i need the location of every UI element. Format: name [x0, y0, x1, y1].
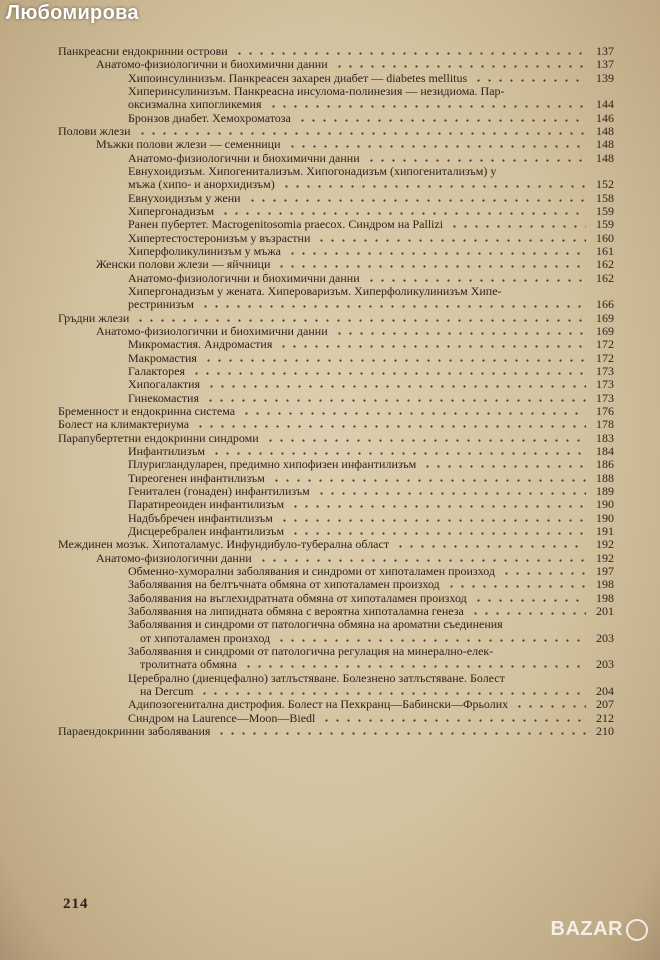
toc-entry-title: Анатомо-физиологични данни	[96, 550, 252, 565]
toc-entry	[58, 538, 614, 551]
toc-entry-title: Хипогалактия	[128, 377, 201, 392]
toc-entry-page: 169	[596, 323, 614, 338]
dot-leader	[334, 65, 586, 68]
toc-entry-title: Заболявания и синдроми от патологична регулация на минерално-елек-	[128, 643, 494, 658]
toc-entry	[128, 498, 614, 511]
dot-leader	[449, 225, 586, 228]
dot-leader	[278, 345, 586, 348]
toc-entry-title: Гръдни жлези	[58, 310, 130, 325]
toc-entry-page: 173	[596, 390, 614, 405]
toc-entry-page: 172	[596, 337, 614, 352]
toc-entry-title: Ранен пубертет. Macrogenitosomia praecox. Синдром на Pallizi	[128, 217, 444, 232]
toc-entry-title: Болест на климактериума	[58, 417, 190, 432]
toc-entry	[128, 272, 614, 285]
toc-entry-page: 144	[596, 97, 614, 112]
toc-entry-title: Хипергонадизъм	[128, 203, 215, 218]
toc-entry	[128, 512, 614, 525]
dot-leader	[271, 479, 586, 482]
toc-entry	[58, 405, 614, 418]
toc-entry	[128, 232, 614, 245]
toc-entry	[128, 245, 614, 258]
toc-entry-title: Женски полови жлези — яйчници	[96, 257, 271, 272]
toc-entry-page: 210	[596, 723, 614, 738]
dot-leader	[206, 385, 586, 388]
toc-entry-page: 159	[596, 203, 614, 218]
dot-leader	[316, 239, 586, 242]
dot-leader	[287, 145, 587, 148]
dot-leader	[265, 439, 586, 442]
toc-entry	[128, 378, 614, 391]
toc-entry	[96, 325, 614, 338]
toc-entry-page: 178	[596, 417, 614, 432]
dot-leader	[199, 692, 586, 695]
toc-entry	[58, 725, 614, 738]
dot-leader	[290, 505, 586, 508]
toc-entry-page: 198	[596, 590, 614, 605]
toc-entry-page: 184	[596, 443, 614, 458]
toc-entry-title: Междинен мозък. Хипоталамус. Инфундибуло-туберална област	[58, 537, 390, 552]
dot-leader	[473, 79, 586, 82]
dot-leader	[395, 545, 586, 548]
dot-leader	[220, 212, 586, 215]
toc-entry-title: Церебрално (диенцефално) затлъстяване. Болезнено затлъстяване. Болест	[128, 670, 505, 685]
toc-entry	[128, 458, 614, 471]
dot-leader	[195, 425, 586, 428]
toc-entry-page: 137	[596, 57, 614, 72]
toc-entry-title: Заболявания на въглехидратната обмяна от хипоталамен произход	[128, 590, 467, 605]
toc-entry	[128, 72, 614, 85]
toc-entry	[128, 672, 614, 685]
toc-entry-title: Анатомо-физиологични и биохимични данни	[96, 57, 328, 72]
toc-entry-page: 191	[596, 523, 614, 538]
toc-entry	[128, 578, 614, 591]
dot-leader	[216, 732, 586, 735]
toc-entry	[128, 85, 614, 98]
toc-entry	[128, 192, 614, 205]
toc-entry-title: Тиреогенен инфантилизъм	[128, 470, 265, 485]
toc-entry-title: Евнухоидизъм у жени	[128, 190, 241, 205]
toc-entry-title: Парапубертетни ендокринни синдроми	[58, 430, 259, 445]
dot-leader	[321, 719, 586, 722]
toc-entry-title: Надбъбречен инфантилизъм	[128, 510, 273, 525]
toc-entry	[128, 338, 614, 351]
dot-leader	[205, 399, 586, 402]
toc-entry-title: Бронзов диабет. Хемохроматоза	[128, 110, 291, 125]
toc-entry-title: Анатомо-физиологични и биохимични данни	[128, 150, 360, 165]
toc-entry-title: мъжа (хипо- и анорхидизъм)	[128, 177, 275, 192]
dot-leader	[334, 332, 586, 335]
toc-entry-page: 159	[596, 217, 614, 232]
dot-leader	[366, 279, 586, 282]
dot-leader	[247, 199, 586, 202]
toc-entry-page: 152	[596, 177, 614, 192]
toc-entry	[96, 138, 614, 151]
toc-entry	[96, 258, 614, 271]
dot-leader	[279, 519, 586, 522]
toc-entry-title: Анатомо-физиологични и биохимични данни	[128, 270, 360, 285]
toc-entry-page: 192	[596, 550, 614, 565]
dot-leader	[276, 639, 586, 642]
toc-entry-page: 183	[596, 430, 614, 445]
toc-entry-title: на Dercum	[140, 683, 194, 698]
dot-leader	[297, 119, 586, 122]
dot-leader	[234, 52, 586, 55]
toc-entry-title: оксизмална хипогликемия	[128, 97, 262, 112]
dot-leader	[470, 612, 586, 615]
toc-entry	[128, 98, 614, 111]
logo-mark-icon	[626, 919, 648, 941]
dot-leader	[241, 412, 586, 415]
toc-entry	[128, 352, 614, 365]
toc-entry	[58, 418, 614, 431]
toc-entry-title: Микромастия. Андромастия	[128, 337, 273, 352]
toc-entry-page: 172	[596, 350, 614, 365]
toc-entry-page: 160	[596, 230, 614, 245]
dot-leader	[137, 132, 587, 135]
toc-entry-title: Хипергонадизъм у жената. Хипероваризъм. Хиперфоликулинизъм Хипе-	[128, 283, 502, 298]
dot-leader	[514, 705, 586, 708]
dot-leader	[316, 492, 586, 495]
toc-entry	[140, 632, 614, 645]
toc-entry-page: 188	[596, 470, 614, 485]
bazar-logo-text: BAZAR	[550, 918, 623, 940]
page-number: 214	[63, 896, 89, 912]
dot-leader	[281, 185, 586, 188]
toc-entry-page: 161	[596, 243, 614, 258]
toc-entry-title: рестринизъм	[128, 297, 194, 312]
toc-entry	[128, 472, 614, 485]
toc-entry	[128, 445, 614, 458]
toc-entry-title: Панкреасни ендокринни острови	[58, 44, 228, 58]
toc-entry	[128, 592, 614, 605]
toc-entry-title: Хиперинсулинизъм. Панкреасна инсулома-полинезия — незидиома. Пар-	[128, 83, 505, 98]
dot-leader	[446, 585, 586, 588]
toc-entry	[128, 285, 614, 298]
toc-entry-page: 198	[596, 577, 614, 592]
dot-leader	[473, 599, 586, 602]
toc-entry-title: от хипоталамен произход	[140, 630, 271, 645]
dot-leader	[135, 319, 586, 322]
toc-entry	[58, 312, 614, 325]
toc-entry-title: Заболявания на липидната обмяна с вероятна хипоталамна генеза	[128, 603, 464, 618]
toc-entry-title: Гинекомастия	[128, 390, 199, 405]
toc-entry-page: 203	[596, 657, 614, 672]
toc-entry	[128, 298, 614, 311]
toc-entry-title: Анатомо-физиологични и биохимични данни	[96, 323, 328, 338]
toc-entry	[128, 618, 614, 631]
toc-entry-title: Параендокринни заболявания	[58, 723, 211, 738]
toc-entry	[128, 698, 614, 711]
toc-entry-title: Макромастия	[128, 350, 197, 365]
watermark: Любомирова	[6, 2, 139, 24]
toc-entry	[128, 645, 614, 658]
dot-leader	[422, 465, 586, 468]
toc-entry-title: Заболявания и синдроми от патологична обмяна на ароматни съединения	[128, 617, 503, 632]
toc-entry-page: 166	[596, 297, 614, 312]
toc-entry	[128, 205, 614, 218]
dot-leader	[258, 559, 586, 562]
dot-leader	[290, 532, 586, 535]
toc-entry	[128, 165, 614, 178]
toc-entry	[58, 45, 614, 58]
dot-leader	[203, 359, 586, 362]
toc-entry-title: Паратиреоиден инфантилизъм	[128, 497, 285, 512]
toc-entry-title: Обменно-хуморални заболявания и синдроми от хипоталамен произход	[128, 563, 495, 578]
toc-entry-title: Генитален (гонаден) инфантилизъм	[128, 483, 310, 498]
toc-entry-page: 204	[596, 683, 614, 698]
toc-entry-page: 186	[596, 457, 614, 472]
toc-entry-page: 148	[596, 123, 614, 138]
toc-entry-title: тролитната обмяна	[140, 657, 237, 672]
dot-leader	[243, 665, 586, 668]
dot-leader	[501, 572, 586, 575]
toc-entry-page: 207	[596, 697, 614, 712]
toc-entry	[58, 125, 614, 138]
toc-entry-page: 197	[596, 563, 614, 578]
toc-entry-title: Инфантилизъм	[128, 443, 206, 458]
toc-entry-title: Галакторея	[128, 363, 185, 378]
toc-entry-page: 162	[596, 257, 614, 272]
toc-entry-title: Бременност и ендокринна система	[58, 403, 236, 418]
dot-leader	[200, 305, 586, 308]
toc-entry-page: 203	[596, 630, 614, 645]
toc-entry	[128, 565, 614, 578]
toc-entry	[96, 58, 614, 71]
toc-entry-title: Хиперфоликулинизъм у мъжа	[128, 243, 281, 258]
toc-entry-page: 139	[596, 70, 614, 85]
toc-entry	[140, 685, 614, 698]
toc-entry-title: Мъжки полови жлези — семенници	[96, 137, 281, 152]
bazar-logo	[551, 918, 649, 941]
toc-entry-page: 201	[596, 603, 614, 618]
toc-entry	[128, 218, 614, 231]
toc-entry-title: Адипозогенитална дистрофия. Болест на Пехкранц—Бабински—Фрьолих	[128, 697, 509, 712]
dot-leader	[211, 452, 586, 455]
toc-entry-title: Полови жлези	[58, 123, 131, 138]
toc-entry	[128, 525, 614, 538]
toc-entry-page: 162	[596, 270, 614, 285]
dot-leader	[268, 105, 587, 108]
toc-entry	[58, 432, 614, 445]
toc-entry-page: 189	[596, 483, 614, 498]
toc-entry-title: Дисцеребрален инфантилизъм	[128, 523, 285, 538]
toc-entry-page: 148	[596, 150, 614, 165]
toc-entry-title: Плуригландуларен, предимно хипофизен инфантилизъм	[128, 457, 417, 472]
dot-leader	[191, 372, 586, 375]
toc-entry-page: 146	[596, 110, 614, 125]
toc-entry	[128, 112, 614, 125]
toc-entry-page: 190	[596, 510, 614, 525]
toc-entry-page: 190	[596, 497, 614, 512]
toc-entry	[128, 605, 614, 618]
toc-entry-page: 169	[596, 310, 614, 325]
toc-entry-title: Хипертестостеронизъм у възрастни	[128, 230, 311, 245]
toc-entry	[128, 178, 614, 191]
toc-entry	[128, 712, 614, 725]
toc-entry	[128, 365, 614, 378]
dot-leader	[287, 252, 586, 255]
toc-entry-page: 176	[596, 403, 614, 418]
toc-entry-page: 212	[596, 710, 614, 725]
toc-entry-page: 173	[596, 377, 614, 392]
toc-entry-title: Хипоинсулинизъм. Панкреасен захарен диабет — diabetes mellitus	[128, 70, 468, 85]
toc-entry-title: Евнухоидизъм. Хипогенитализъм. Хипогонадизъм (хипогенитализъм) у	[128, 163, 497, 178]
dot-leader	[276, 265, 586, 268]
toc-entry	[128, 152, 614, 165]
toc-entry-title: Заболявания на белтъчната обмяна от хипоталамен произход	[128, 577, 440, 592]
toc-entry	[96, 552, 614, 565]
dot-leader	[366, 159, 586, 162]
toc-entry-page: 137	[596, 44, 614, 58]
toc-entry	[128, 485, 614, 498]
toc-entry	[140, 658, 614, 671]
toc-entry-page: 173	[596, 363, 614, 378]
toc-entry-page: 148	[596, 137, 614, 152]
toc-entry-page: 158	[596, 190, 614, 205]
toc-entry-page: 192	[596, 537, 614, 552]
toc-entry-title: Синдром на Laurence—Moon—Biedl	[128, 710, 316, 725]
toc-entry	[128, 392, 614, 405]
